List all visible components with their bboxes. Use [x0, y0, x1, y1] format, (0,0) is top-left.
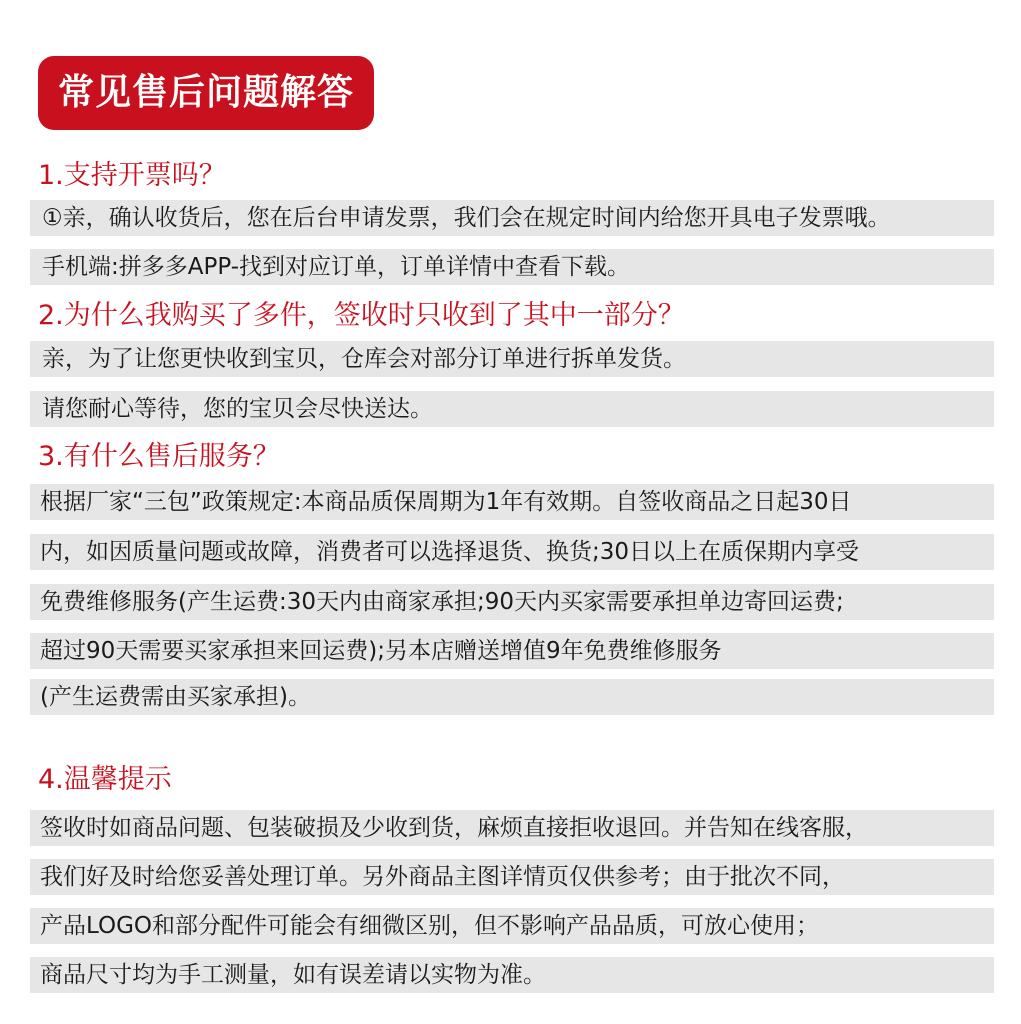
section-2-heading: 2.为什么我购买了多件，签收时只收到了其中一部分？: [38, 300, 685, 331]
section-3-line-4: 超过90天需要买家承担来回运费);另本店赠送增值9年免费维修服务: [30, 633, 994, 669]
section-3-line-5: (产生运费需由买家承担)。: [30, 679, 994, 715]
page-title: 常见售后问题解答: [38, 56, 374, 130]
section-4-line-3: 产品LOGO和部分配件可能会有细微区别，但不影响产品品质，可放心使用；: [30, 908, 994, 944]
section-2-line-1: 亲，为了让您更快收到宝贝，仓库会对部分订单进行拆单发货。: [30, 341, 994, 377]
section-1-line-1: ①亲，确认收货后，您在后台申请发票，我们会在规定时间内给您开具电子发票哦。: [30, 200, 994, 236]
section-1-heading: 1.支持开票吗？: [38, 160, 226, 191]
section-3-heading: 3.有什么售后服务？: [38, 441, 280, 472]
section-4-line-2: 我们好及时给您妥善处理订单。另外商品主图详情页仅供参考；由于批次不同，: [30, 859, 994, 895]
section-4-line-4: 商品尺寸均为手工测量，如有误差请以实物为准。: [30, 957, 994, 993]
section-1-line-2: 手机端:拼多多APP-找到对应订单，订单详情中查看下载。: [30, 249, 994, 285]
section-2-line-2: 请您耐心等待，您的宝贝会尽快送达。: [30, 391, 994, 427]
section-3-line-2: 内，如因质量问题或故障，消费者可以选择退货、换货;30日以上在质保期内享受: [30, 534, 994, 570]
section-3-line-3: 免费维修服务(产生运费:30天内由商家承担;90天内买家需要承担单边寄回运费;: [30, 584, 994, 620]
section-3-line-1: 根据厂家“三包”政策规定:本商品质保周期为1年有效期。自签收商品之日起30日: [30, 484, 994, 520]
section-4-heading: 4.温馨提示: [38, 764, 172, 795]
section-4-line-1: 签收时如商品问题、包装破损及少收到货，麻烦直接拒收退回。并告知在线客服，: [30, 810, 994, 846]
